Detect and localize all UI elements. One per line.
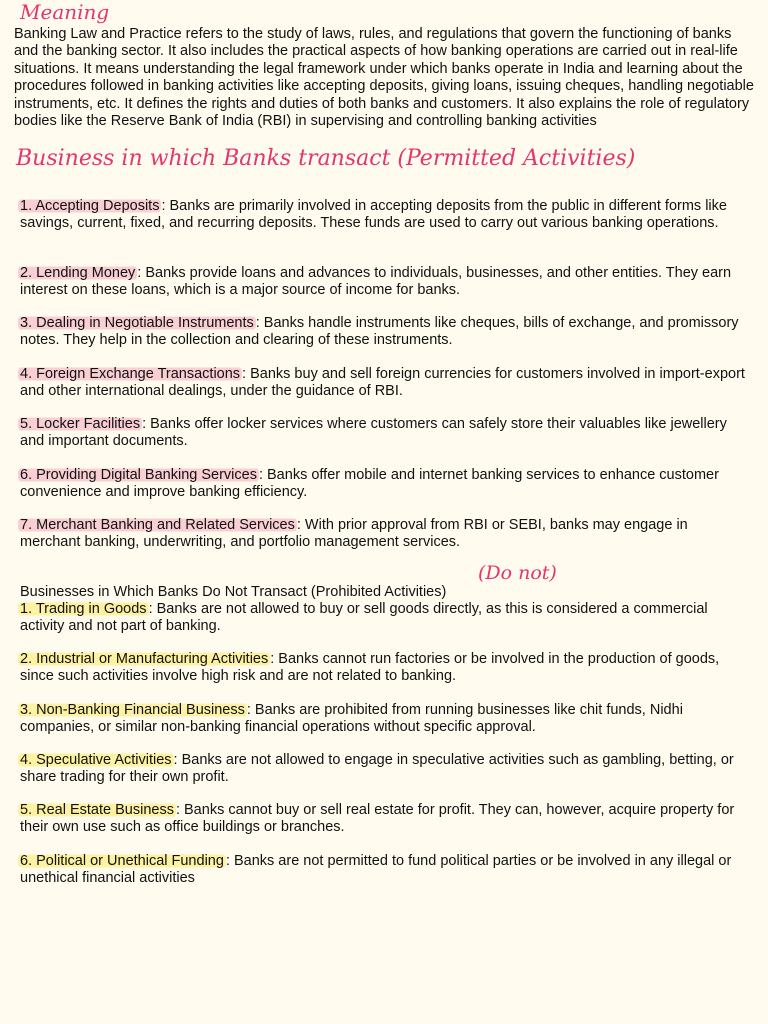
permitted-item-text: With prior approval from RBI or SEBI, banks may engage in merchant banking, underwriting, and portfolio management services.	[20, 517, 688, 551]
permitted-item-title: 4. Foreign Exchange Transactions	[20, 366, 241, 382]
prohibited-item-text: Banks are prohibited from running businesses like chit funds, Nidhi companies, or similar non-banking financial operations without specific approval.	[20, 702, 683, 736]
prohibited-item-title: 6. Political or Unethical Funding	[20, 853, 224, 869]
prohibited-item	[20, 752, 752, 787]
prohibited-item-title: 2. Industrial or Manufacturing Activities	[20, 651, 269, 667]
prohibited-item-text: Banks are not allowed to engage in speculative activities such as gambling, betting, or share trading for their own profit.	[20, 752, 734, 786]
prohibited-item-sep: :	[270, 651, 275, 667]
prohibited-item-text: Banks are not allowed to buy or sell goods directly, as this is considered a commercial activity and not part of banking.	[20, 601, 708, 635]
permitted-item-text: Banks buy and sell foreign currencies for customers involved in import-export and other international dealings, under the guidance of RBI.	[20, 366, 745, 400]
permitted-item	[20, 467, 752, 502]
permitted-item	[20, 517, 752, 552]
permitted-item	[20, 416, 752, 451]
prohibited-item-text: Banks cannot run factories or be involved in the production of goods, since such activities involve high risk and are not related to banking.	[20, 651, 720, 685]
prohibited-item	[20, 802, 752, 837]
prohibited-item	[20, 853, 752, 888]
permitted-item-title: 7. Merchant Banking and Related Services	[20, 517, 295, 533]
prohibited-item-title: 3. Non-Banking Financial Business	[20, 702, 245, 718]
permitted-item-sep: :	[137, 265, 142, 281]
prohibited-section-title: Businesses in Which Banks Do Not Transact (Prohibited Activities)	[20, 584, 447, 600]
prohibited-item-text: Banks cannot buy or sell real estate for profit. They can, however, acquire property for their own use such as office buildings or branches.	[20, 802, 735, 836]
prohibited-item	[20, 651, 752, 686]
permitted-item	[20, 265, 752, 300]
permitted-item-text: Banks offer mobile and internet banking services to enhance customer convenience and improve banking efficiency.	[20, 467, 719, 501]
prohibited-item-title: 4. Speculative Activities	[20, 752, 172, 768]
permitted-item-title: 5. Locker Facilities	[20, 416, 141, 432]
permitted-item-title: 2. Lending Money	[20, 265, 136, 281]
prohibited-item-sep: :	[225, 853, 230, 869]
permitted-item-title: 3. Dealing in Negotiable Instruments	[20, 315, 254, 331]
permitted-item-title: 6. Providing Digital Banking Services	[20, 467, 257, 483]
prohibited-item-text: Banks are not permitted to fund political parties or be involved in any illegal or unethical financial activities	[20, 853, 732, 887]
permitted-item-sep: :	[296, 517, 301, 533]
permitted-item	[20, 366, 752, 401]
permitted-item-sep: :	[242, 366, 247, 382]
permitted-item-title: 1. Accepting Deposits	[20, 198, 160, 214]
permitted-item-sep: :	[142, 416, 147, 432]
handwritten-permitted-heading: Business in which Banks transact (Permitted Activities)	[16, 146, 636, 171]
permitted-item	[20, 315, 752, 350]
prohibited-item-sep: :	[173, 752, 178, 768]
permitted-item-text: Banks provide loans and advances to individuals, businesses, and other entities. They earn interest on these loans, which is a major source of income for banks.	[20, 265, 732, 299]
permitted-item-text: Banks offer locker services where customers can safely store their valuables like jewellery and important documents.	[20, 416, 727, 450]
prohibited-item	[20, 601, 752, 636]
permitted-item	[20, 198, 752, 233]
prohibited-item-sep: :	[148, 601, 153, 617]
permitted-item-sep: :	[161, 198, 166, 214]
prohibited-item	[20, 702, 752, 737]
permitted-item-sep: :	[258, 467, 263, 483]
handwritten-do-not-note: (Do not)	[478, 562, 557, 584]
permitted-item-text: Banks handle instruments like cheques, bills of exchange, and promissory notes. They help in the collection and clearing of these instruments.	[20, 315, 739, 349]
handwritten-meaning-heading: Meaning	[20, 0, 110, 24]
prohibited-item-title: 1. Trading in Goods	[20, 601, 147, 617]
meaning-paragraph: Banking Law and Practice refers to the study of laws, rules, and regulations that govern the functioning of banks and the banking sector. It also includes the practical aspects of how banking operations are carried out in real-life situations. It means understanding the legal framework under which banks operate in India and learning about the procedures followed in banking activities like accepting deposits, giving loans, issuing cheques, handling negotiable instruments, etc. It defines the rights and duties of both banks and customers. It also explains the role of regulatory bodies like the Reserve Bank of India (RBI) in supervising and controlling banking activities	[14, 26, 754, 130]
permitted-item-sep: :	[255, 315, 260, 331]
prohibited-item-sep: :	[246, 702, 251, 718]
prohibited-item-sep: :	[175, 802, 180, 818]
prohibited-item-title: 5. Real Estate Business	[20, 802, 174, 818]
permitted-item-text: Banks are primarily involved in accepting deposits from the public in different forms like savings, current, fixed, and recurring deposits. These funds are used to carry out various banking operations.	[20, 198, 727, 232]
